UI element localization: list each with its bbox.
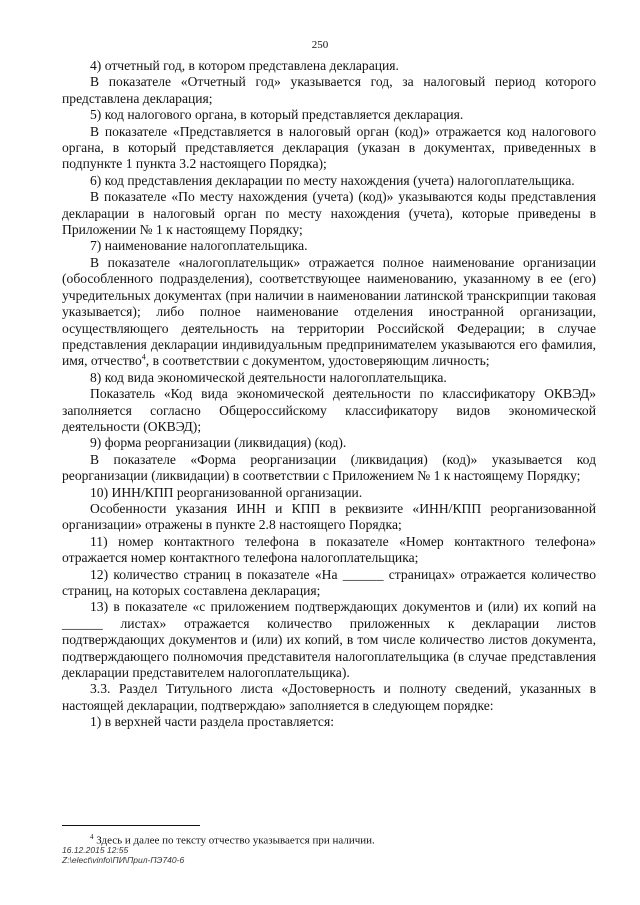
print-date-stamp: 16.12.2015 12:55 [62,845,129,855]
paragraph: 4) отчетный год, в котором представлена декларация. [90,58,399,73]
paragraph: 6) код представления декларации по месту нахождения (учета) налогоплательщика. [90,172,575,188]
paragraph: В показателе «Форма реорганизации (ликвидация) (код)» указывается код реорганизации (ликвидации) в соответствии с Приложением № 1 к настоящему Порядку; [62,451,596,484]
page-number: 250 [311,39,329,51]
paragraph: 12) количество страниц в показателе «На ______ страницах» отражается количество страниц, на которых составлена декларация; [62,566,596,598]
footnote-text: Здесь и далее по тексту отчество указывается при наличии. [96,834,375,847]
paragraph: Показатель «Код вида экономической деятельности по классификатору ОКВЭД» заполняется согласно Общероссийскому классификатору видов экономической деятельности (ОКВЭД); [62,386,596,434]
paragraph: 7) наименование налогоплательщика. [90,238,308,254]
paragraph: В показателе «Представляется в налоговый орган (код)» отражается код налогового органа, в который представляется декларация (указан в документах, приведенных в подпункте 1 пункта 3.2 настоящего Порядка); [62,123,596,172]
footnote-marker: 4 [90,833,94,841]
file-path-stamp: Z:\elect\vinfo\ПИ\Прил-ПЭ740-6 [62,855,185,865]
paragraph: 5) код налогового органа, в который представляется декларация. [90,107,464,123]
paragraph: 9) форма реорганизации (ликвидация) (код). [90,435,347,451]
paragraph: В показателе «Отчетный год» указывается год, за налоговый период которого представлена декларация; [62,74,596,106]
paragraph: 8) код вида экономической деятельности налогоплательщика. [90,369,447,385]
paragraph: 10) ИНН/КПП реорганизованной организации. [90,484,363,500]
paragraph: В показателе «По месту нахождения (учета) (код)» указываются коды представления декларации в налоговый орган по месту нахождения (учета), которые приведены в Приложении № 1 к настоящему Порядку; [62,189,596,238]
paragraph: 1) в верхней части раздела проставляется: [90,714,334,730]
footnote [90,831,590,848]
paragraph: 11) номер контактного телефона в показателе «Номер контактного телефона» отражается номер контактного телефона налогоплательщика; [62,533,596,566]
paragraph: 3.3. Раздел Титульного листа «Достоверность и полноту сведений, указанных в настоящей декларации, подтверждаю» заполняется в следующем порядке: [62,681,596,713]
paragraph: Особенности указания ИНН и КПП в реквизите «ИНН/КПП реорганизованной организации» отражены в пункте 2.8 настоящего Порядка; [62,500,596,533]
footnote-ref[interactable]: 4 [141,352,146,362]
paragraph: 13) в показателе «с приложением подтверждающих документов и (или) их копий на ______ листах» отражается количество приложенных к декларации листов подтверждающих документов и (или) их копий, в том числе количество листов документа, подтверждающего полномочия представителя налогоплательщика (в случае представления декларации представителем налогоплательщика). [62,599,596,681]
document-body [62,58,596,731]
paragraph-text: В показателе «налогоплательщик» отражается полное наименование организации (обособленного подразделения), соответствующее наименованию, указанному в ее (его) учредительных документах (при наличии в наименовании латинской транскрипции таковая указывается); либо полное наименование отделения иностранной организации, осуществляющего деятельность на территории Российской Федерации; в случае представления декларации индивидуальным предпринимателем указываются его фамилия, имя, отчество [62,254,596,369]
paragraph-with-footnote [62,255,596,370]
footnote-divider [62,825,200,826]
paragraph-text-tail: , в соответствии с документом, удостоверяющим личность; [145,353,490,369]
